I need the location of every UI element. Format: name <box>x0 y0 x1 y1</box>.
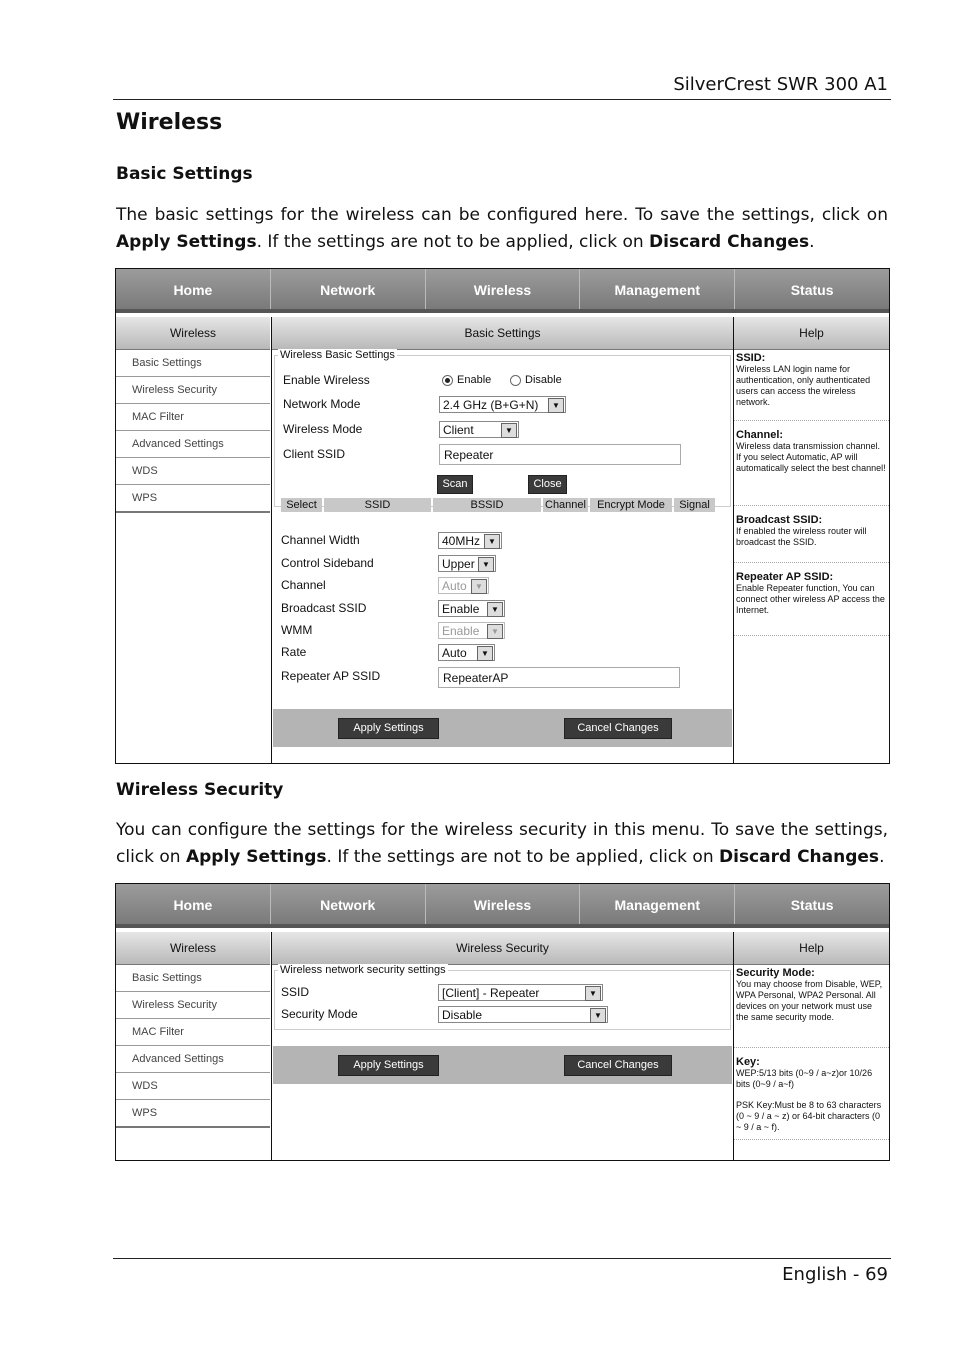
nav-network[interactable]: Network <box>271 884 426 924</box>
main-head: Wireless Security <box>272 932 733 965</box>
help-head: Help <box>734 317 889 350</box>
wireless-security-screenshot <box>115 883 890 1161</box>
chevron-down-icon: ▼ <box>478 557 494 572</box>
fieldset-legend: Wireless network security settings <box>280 964 446 976</box>
help-panel <box>733 932 889 1160</box>
sidebar-item-wps[interactable]: WPS <box>116 1100 270 1128</box>
col-signal: Signal <box>674 498 715 512</box>
sidebar <box>116 932 270 1160</box>
main-panel <box>271 317 733 763</box>
channel-width-select[interactable]: 40MHz ▼ <box>438 532 502 549</box>
main-head: Basic Settings <box>272 317 733 350</box>
radio-on-icon <box>442 375 453 386</box>
cancel-changes-button[interactable]: Cancel Changes <box>564 718 672 739</box>
label-broadcast-ssid: Broadcast SSID <box>281 601 367 615</box>
help-head: Help <box>734 932 889 965</box>
help-repeater-ap-ssid: Repeater AP SSID: Enable Repeater function, You can connect other wireless AP access the Internet. <box>734 563 889 636</box>
label-wireless-mode: Wireless Mode <box>283 422 363 436</box>
col-encrypt-mode: Encrypt Mode <box>590 498 672 512</box>
nav-management[interactable]: Management <box>580 269 735 309</box>
sidebar-item-wds[interactable]: WDS <box>116 1073 270 1100</box>
scan-button[interactable]: Scan <box>437 475 473 494</box>
nav-home[interactable]: Home <box>116 884 271 924</box>
label-wmm: WMM <box>281 623 313 637</box>
sidebar-item-wps[interactable]: WPS <box>116 485 270 513</box>
control-sideband-select[interactable]: Upper ▼ <box>438 555 496 572</box>
sidebar-item-basic-settings[interactable]: Basic Settings <box>116 965 270 992</box>
label-network-mode: Network Mode <box>283 397 361 411</box>
sidebar-head: Wireless <box>116 932 270 965</box>
rate-select[interactable]: Auto ▼ <box>438 644 495 661</box>
footer-rule <box>113 1258 891 1259</box>
basic-settings-paragraph: The basic settings for the wireless can be configured here. To save the settings, click on Apply Settings. If the settings are not to be applied, click on Discard Changes. <box>116 205 888 252</box>
broadcast-ssid-select[interactable]: Enable ▼ <box>438 600 505 617</box>
sidebar-item-wireless-security[interactable]: Wireless Security <box>116 992 270 1019</box>
nav-network[interactable]: Network <box>271 269 426 309</box>
chevron-down-icon: ▼ <box>590 1008 606 1023</box>
security-mode-select[interactable]: Disable ▼ <box>438 1006 608 1023</box>
chevron-down-icon: ▼ <box>487 624 503 639</box>
wireless-security-paragraph: You can configure the settings for the wireless security in this menu. To save the settings, click on Apply Settings. If the settings are not to be applied, click on Discard Changes. <box>116 820 888 867</box>
network-mode-select[interactable]: 2.4 GHz (B+G+N) ▼ <box>439 396 566 413</box>
label-enable-wireless: Enable Wireless <box>283 373 370 387</box>
basic-settings-heading: Basic Settings <box>116 164 253 184</box>
sidebar-item-basic-settings[interactable]: Basic Settings <box>116 350 270 377</box>
ssid-select[interactable]: [Client] - Repeater ▼ <box>438 984 603 1001</box>
nav-home[interactable]: Home <box>116 269 271 309</box>
top-navigation <box>116 269 889 313</box>
sidebar-item-advanced-settings[interactable]: Advanced Settings <box>116 431 270 458</box>
header-rule <box>113 99 891 100</box>
col-ssid: SSID <box>324 498 431 512</box>
basic-settings-screenshot <box>115 268 890 764</box>
sidebar-head: Wireless <box>116 317 270 350</box>
col-channel: Channel <box>543 498 588 512</box>
help-channel: Channel: Wireless data transmission channel. If you select Automatic, AP will automatically select the best channel! <box>734 421 889 506</box>
chevron-down-icon: ▼ <box>585 986 601 1001</box>
label-rate: Rate <box>281 645 307 659</box>
label-channel-width: Channel Width <box>281 533 360 547</box>
label-control-sideband: Control Sideband <box>281 556 374 570</box>
cancel-changes-button[interactable]: Cancel Changes <box>564 1055 672 1076</box>
client-ssid-input[interactable]: Repeater <box>439 444 681 465</box>
wireless-mode-select[interactable]: Client ▼ <box>439 421 519 438</box>
sidebar-item-mac-filter[interactable]: MAC Filter <box>116 404 270 431</box>
apply-settings-button[interactable]: Apply Settings <box>338 1055 439 1076</box>
nav-management[interactable]: Management <box>580 884 735 924</box>
wireless-security-heading: Wireless Security <box>116 780 284 800</box>
sidebar-item-wds[interactable]: WDS <box>116 458 270 485</box>
help-panel <box>733 317 889 763</box>
page-footer: English - 69 <box>782 1264 888 1285</box>
top-navigation <box>116 884 889 928</box>
nav-wireless[interactable]: Wireless <box>426 884 581 924</box>
fieldset-legend: Wireless Basic Settings <box>280 349 395 361</box>
label-ssid: SSID <box>281 985 310 999</box>
radio-off-icon <box>510 375 521 386</box>
site-survey-table-header <box>281 498 731 512</box>
help-ssid: SSID: Wireless LAN login name for authentication, only authenticated users can access the wireless network. <box>734 350 889 421</box>
sidebar-item-wireless-security[interactable]: Wireless Security <box>116 377 270 404</box>
label-repeater-ap-ssid: Repeater AP SSID <box>281 669 381 683</box>
close-button[interactable]: Close <box>528 475 567 494</box>
label-security-mode: Security Mode <box>281 1007 358 1021</box>
label-channel: Channel <box>281 578 326 592</box>
chevron-down-icon: ▼ <box>487 602 503 617</box>
col-bssid: BSSID <box>433 498 541 512</box>
channel-select: Auto ▼ <box>438 577 489 594</box>
help-broadcast-ssid: Broadcast SSID: If enabled the wireless router will broadcast the SSID. <box>734 506 889 563</box>
help-security-mode: Security Mode: You may choose from Disable, WEP, WPA Personal, WPA2 Personal. All devices on your network must use the same security mode. <box>734 965 889 1048</box>
nav-status[interactable]: Status <box>790 282 834 298</box>
label-client-ssid: Client SSID <box>283 447 346 461</box>
chevron-down-icon: ▼ <box>501 423 517 438</box>
nav-status[interactable]: Status <box>790 897 834 913</box>
radio-disable-wireless[interactable]: Disable <box>510 374 562 386</box>
apply-settings-button[interactable]: Apply Settings <box>338 718 439 739</box>
nav-wireless[interactable]: Wireless <box>426 269 581 309</box>
chevron-down-icon: ▼ <box>477 646 493 661</box>
main-panel <box>271 932 733 1160</box>
section-title: Wireless <box>116 110 223 135</box>
chevron-down-icon: ▼ <box>471 579 487 594</box>
col-select: Select <box>281 498 322 512</box>
radio-enable-wireless[interactable]: Enable <box>442 374 491 386</box>
running-header: SilverCrest SWR 300 A1 <box>673 74 888 95</box>
sidebar <box>116 317 270 763</box>
repeater-ap-ssid-input[interactable]: RepeaterAP <box>438 667 680 688</box>
sidebar-item-mac-filter[interactable]: MAC Filter <box>116 1019 270 1046</box>
wmm-select: Enable ▼ <box>438 622 505 639</box>
chevron-down-icon: ▼ <box>484 534 500 549</box>
help-key: Key: WEP:5/13 bits (0~9 / a~z)or 10/26 bits (0~9 / a~f) PSK Key:Must be 8 to 63 characters (0 ~ 9 / a ~ z) or 64-bit characters (0 ~ 9 / a ~ f). <box>734 1048 889 1140</box>
chevron-down-icon: ▼ <box>548 398 564 413</box>
sidebar-item-advanced-settings[interactable]: Advanced Settings <box>116 1046 270 1073</box>
